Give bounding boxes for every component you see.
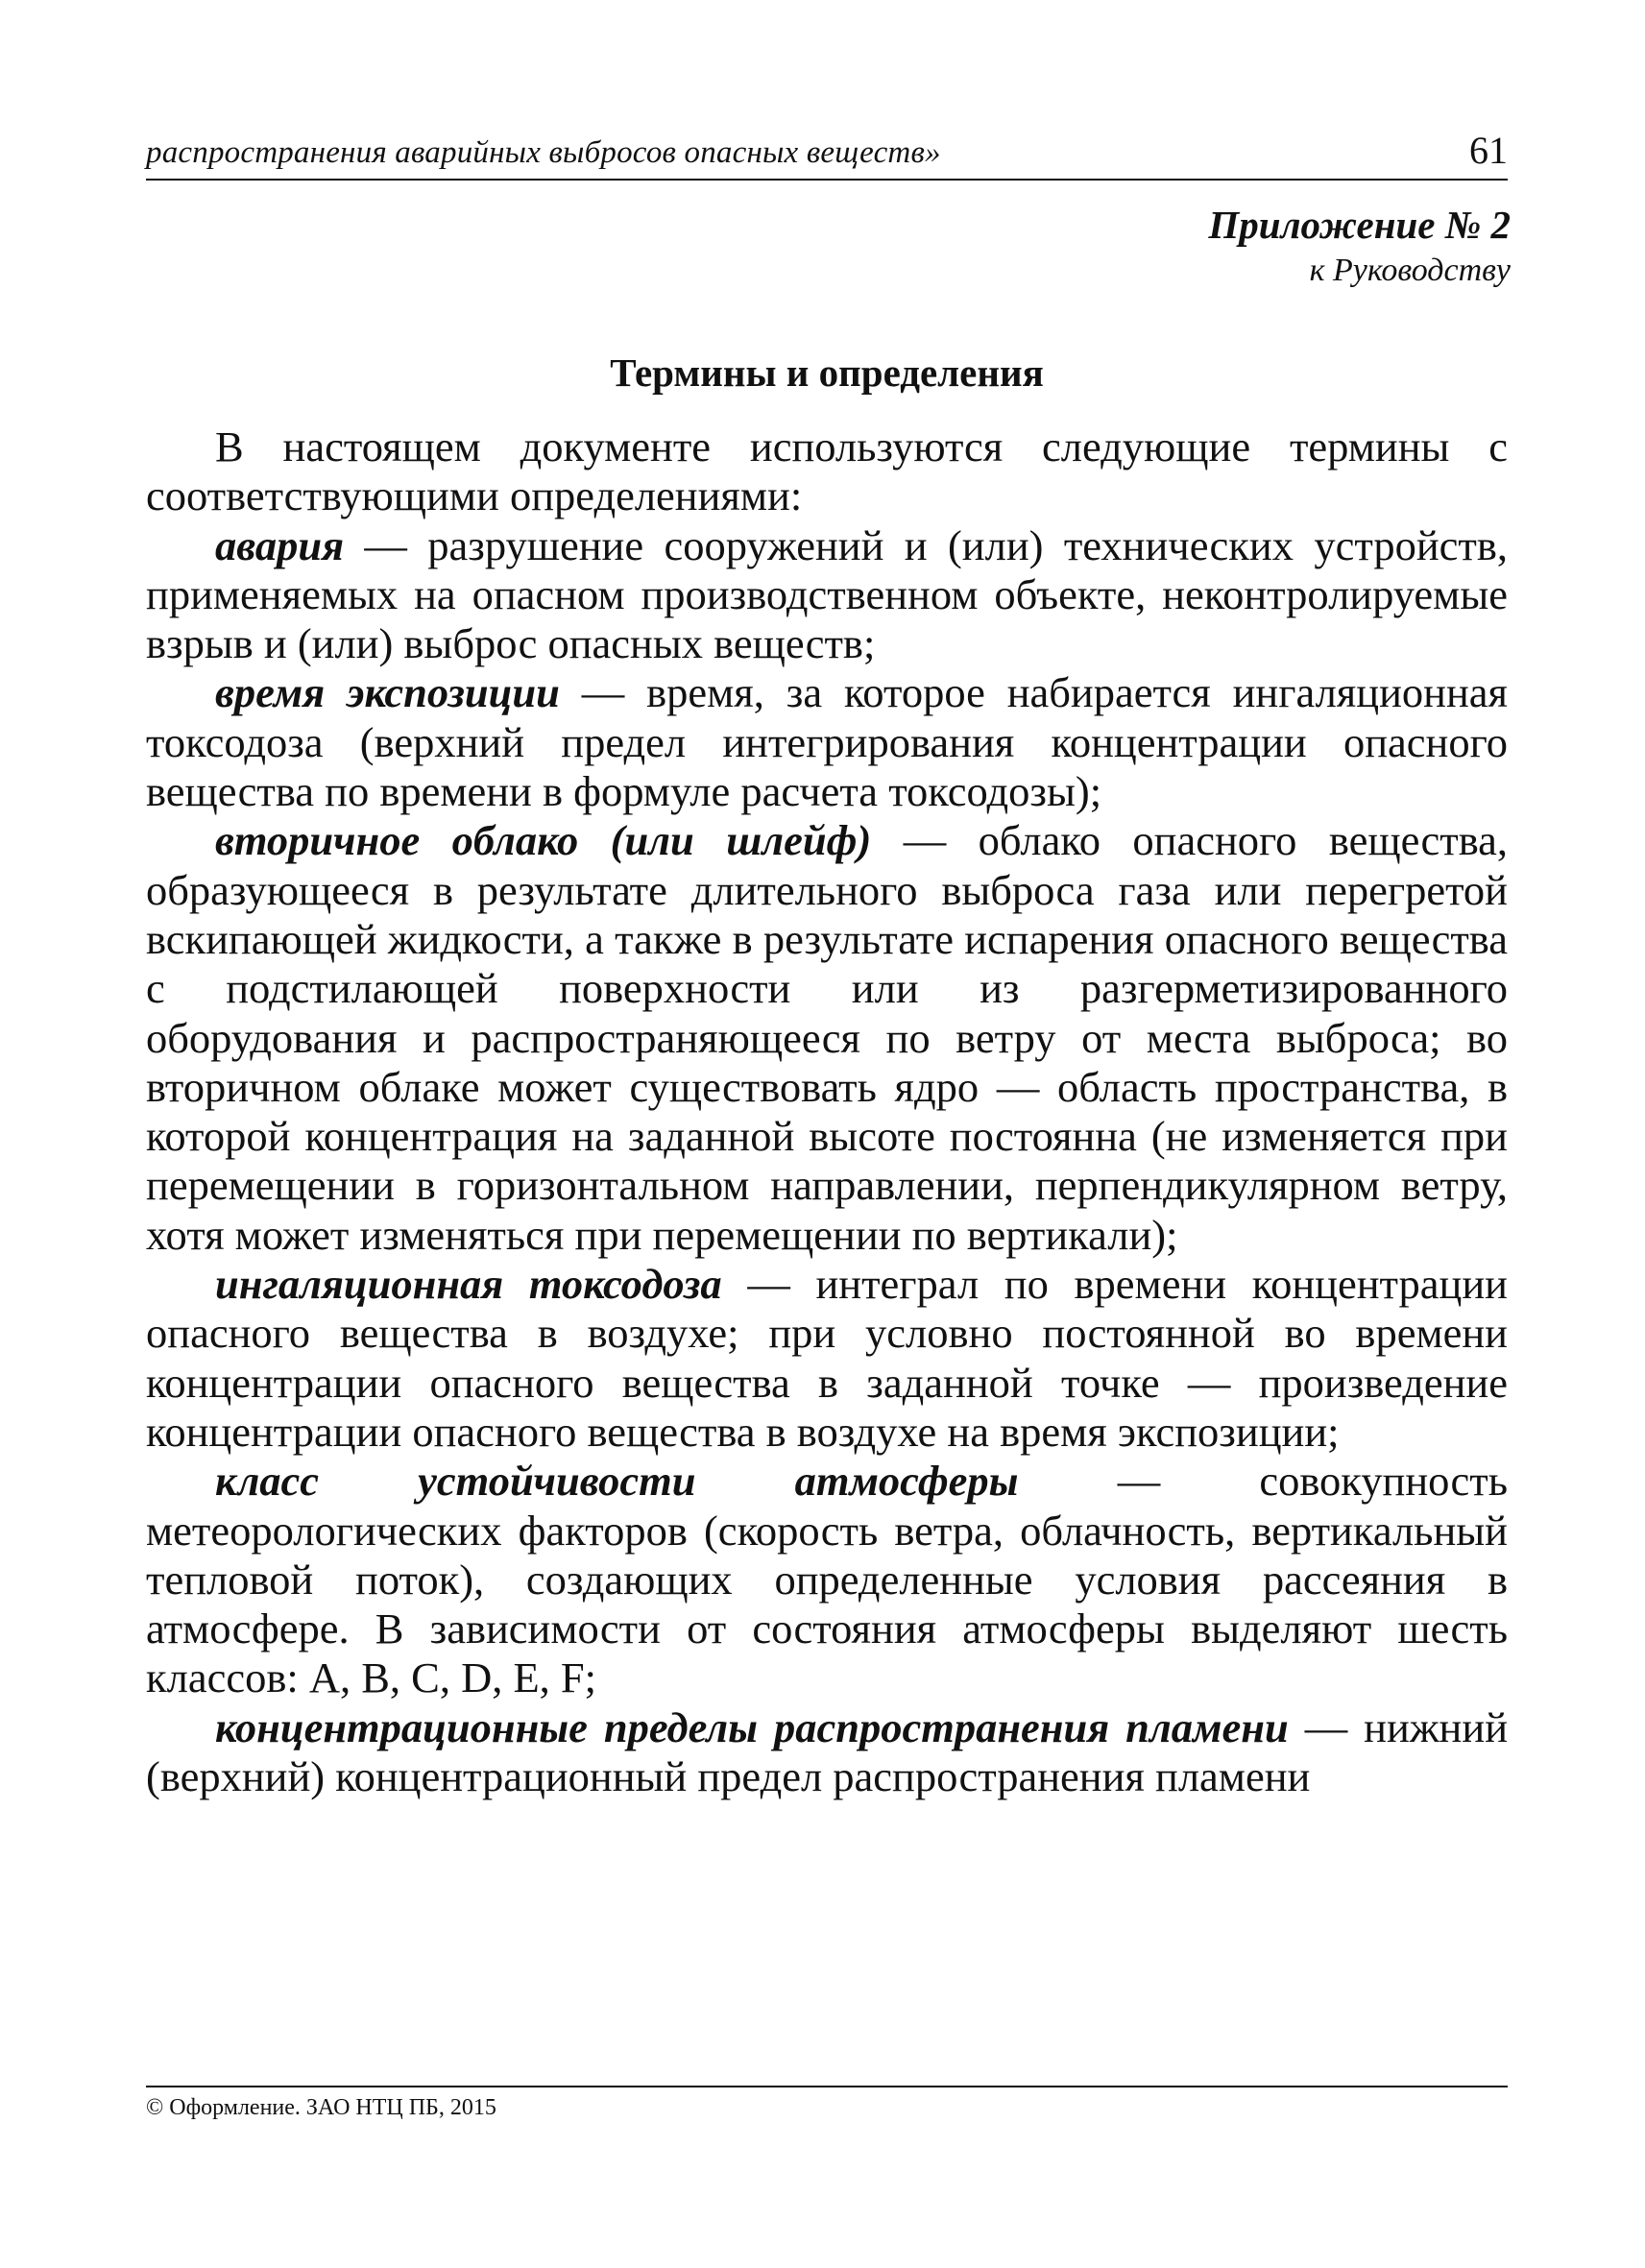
definition-text: — облако опасного вещества, образующееся в результате длительного выброса газа или перегретой вскипающей жидкости, а также в результате испарения опасного вещества с подстилающей поверхности или из разгерметизированного оборудования и распространяющееся по ветру от места выброса; во вторичном облаке может существовать ядро — область пространства, в которой концентрация на заданной высоте постоянна (не изменяется при перемещении в горизонтальном направлении, перпендикулярном ветру, хотя может изменяться при перемещении по вертикали); [146,816,1508,1259]
definition-term: вторичное облако (или шлейф) [215,816,872,865]
definition-text: — разрушение сооружений и (или) технических устройств, применяемых на опасном производственном объекте, неконтролируемые взрыв и (или) выброс опасных веществ; [146,520,1508,668]
definition-term: ингаляционная токсодоза [215,1260,722,1309]
page-footer [146,2086,1508,2121]
definition-term: авария [215,520,344,569]
running-header [146,123,1508,181]
body-text [146,422,1508,1801]
definition-text: — время, за которое набирается ингаляционная токсодоза (верхний предел интегрирования концентрации опасного вещества по времени в формуле расчета токсодозы); [146,668,1508,816]
definition-paragraph [146,668,1508,816]
definition-paragraph [146,1703,1508,1802]
definition-text: — совокупность метеорологических факторов (скорость ветра, облачность, вертикальный тепловой поток), создающих определенные условия рассеяния в атмосфере. В зависимости от состояния атмосферы выделяют шесть классов: А, В, С, D, E, F; [146,1457,1508,1702]
definition-text: — интеграл по времени концентрации опасного вещества в воздухе; при условно постоянной во времени концентрации опасного вещества в заданной точке — произведение концентрации опасного вещества в воздухе на время экспозиции; [146,1260,1508,1456]
section-title: Термины и определения [610,350,1044,395]
definition-paragraph [146,521,1508,669]
appendix-title: Приложение № 2 [1208,203,1511,247]
definition-paragraph [146,1457,1508,1702]
definition-term: концентрационные пределы распространения пламени [215,1702,1289,1751]
intro-paragraph: В настоящем документе используются следующие термины с соответствующими определениями: [146,422,1508,520]
definition-term: время экспозиции [215,668,560,717]
running-title: распространения аварийных выбросов опасных веществ» [146,135,941,170]
definition-paragraph [146,816,1508,1260]
definition-term: класс устойчивости атмосферы [215,1457,1019,1506]
definition-text: — нижний (верхний) концентрационный предел распространения пламени [146,1702,1509,1801]
page-number: 61 [1469,129,1508,172]
definition-paragraph [146,1260,1508,1457]
appendix-subtitle: к Руководству [1309,253,1511,288]
appendix-label [1208,200,1511,292]
copyright-note: © Оформление. ЗАО НТЦ ПБ, 2015 [146,2095,496,2120]
